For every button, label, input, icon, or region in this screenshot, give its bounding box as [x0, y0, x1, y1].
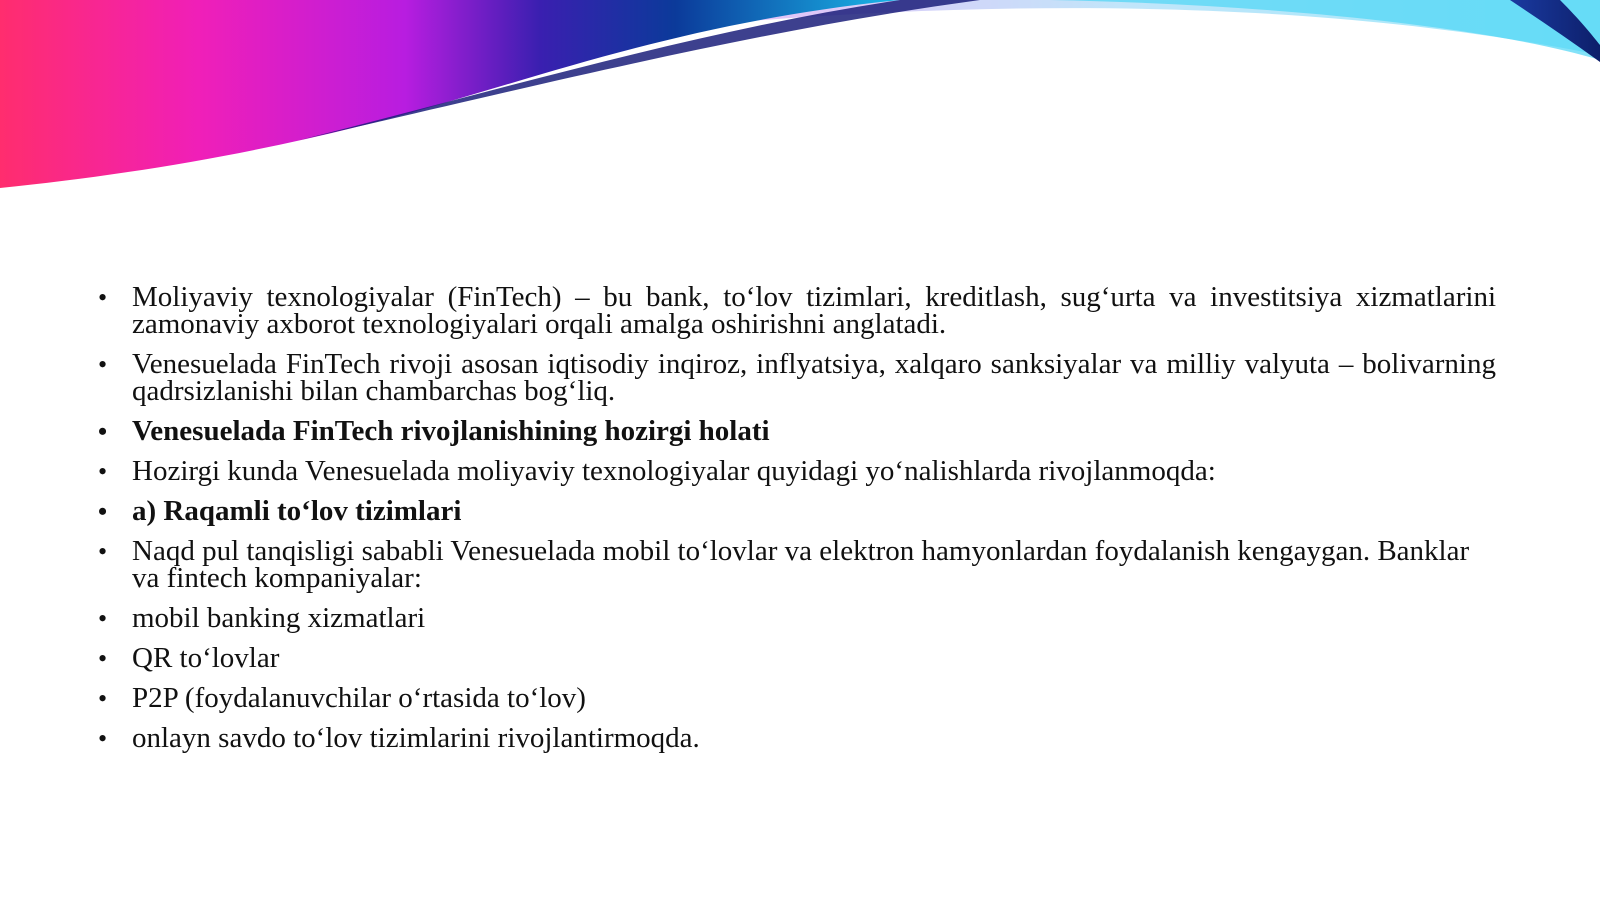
bullet-heading: • Venesuelada FinTech rivojlanishining hozirgi holati [98, 418, 1496, 445]
bullet-item: • Naqd pul tanqisligi sababli Venesuelada mobil to‘lovlar va elektron hamyonlardan foydalanish kengaygan. Banklar va fintech kompaniyalar: [98, 538, 1496, 592]
bullet-item: • mobil banking xizmatlari [98, 605, 1496, 632]
slide-body [98, 281, 1496, 765]
bullet-item: • Hozirgi kunda Venesuelada moliyaviy texnologiyalar quyidagi yo‘nalishlarda rivojlanmoqda: [98, 458, 1496, 485]
bullet-item: • Moliyaviy texnologiyalar (FinTech) – bu bank, to‘lov tizimlari, kreditlash, sug‘urta va investitsiya xizmatlarini zamonaviy axborot texnologiyalari orqali amalga oshirishni anglatadi. [98, 284, 1496, 338]
header-swoosh-decoration [0, 0, 1600, 200]
bullet-item: • onlayn savdo to‘lov tizimlarini rivojlantirmoqda. [98, 725, 1496, 752]
bullet-subheading: • a) Raqamli to‘lov tizimlari [98, 498, 1496, 525]
bullet-list [98, 281, 1496, 754]
bullet-item: • Venesuelada FinTech rivoji asosan iqtisodiy inqiroz, inflyatsiya, xalqaro sanksiyalar va milliy valyuta – bolivarning qadrsizlanishi bilan chambarchas bog‘liq. [98, 351, 1496, 405]
bullet-item: • P2P (foydalanuvchilar o‘rtasida to‘lov) [98, 685, 1496, 712]
bullet-item: • QR to‘lovlar [98, 645, 1496, 672]
swoosh-right-cyan [1050, 0, 1600, 60]
